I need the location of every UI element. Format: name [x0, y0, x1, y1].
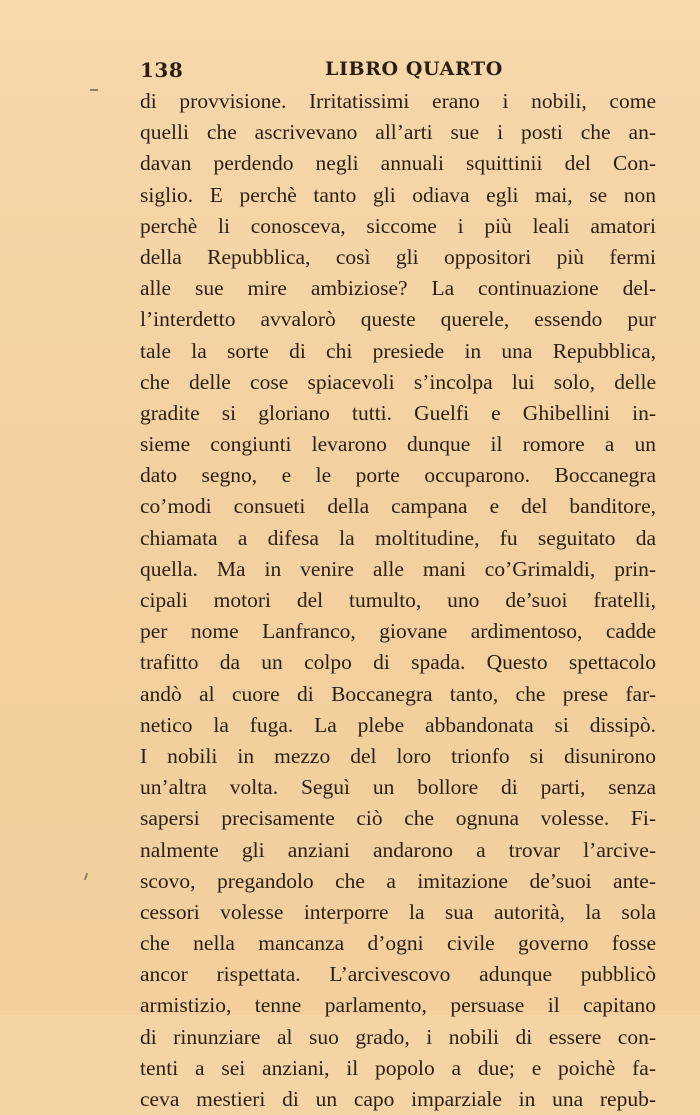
text-line: quella. Ma in venire alle mani co’Grimaldi, prin- [140, 556, 656, 581]
text-line: l’interdetto avvalorò queste querele, essendo pur [140, 307, 656, 332]
text-line: alle sue mire ambiziose? La continuazione del- [140, 276, 656, 301]
margin-mark [84, 873, 88, 880]
text-line: dato segno, e le porte occuparono. Boccanegra [140, 463, 656, 488]
text-line: tenti a sei anziani, il popolo a due; e poichè fa- [140, 1055, 656, 1080]
text-line: siglio. E perchè tanto gli odiava egli mai, se non [140, 182, 656, 207]
text-line: armistizio, tenne parlamento, persuase il capitano [140, 993, 656, 1018]
text-line: I nobili in mezzo del loro trionfo si disunirono [140, 743, 656, 768]
text-line: cessori volesse interporre la sua autorità, la sola [140, 899, 656, 924]
text-line: quelli che ascrivevano all’arti sue i posti che an- [140, 120, 656, 145]
text-line: sieme congiunti levarono dunque il romore a un [140, 432, 656, 457]
text-line: ceva mestieri di un capo imparziale in una repub- [140, 1087, 656, 1111]
text-line: di rinunziare al suo grado, i nobili di essere con- [140, 1024, 656, 1049]
text-line: per nome Lanfranco, giovane ardimentoso, cadde [140, 619, 656, 644]
page-number: 138 [140, 58, 184, 82]
text-line: andò al cuore di Boccanegra tanto, che prese far- [140, 681, 656, 706]
page-header [140, 58, 656, 86]
text-line: chiamata a difesa la moltitudine, fu seguitato da [140, 525, 656, 550]
running-title: LIBRO QUARTO [325, 58, 503, 80]
text-line: di provvisione. Irritatissimi erano i nobili, come [140, 89, 656, 113]
text-line: perchè li conosceva, siccome i più leali amatori [140, 213, 656, 238]
margin-mark [90, 89, 98, 91]
text-line: netico la fuga. La plebe abbandonata si dissipò. [140, 712, 656, 737]
text-line: che delle cose spiacevoli s’incolpa lui solo, delle [140, 369, 656, 394]
text-line: davan perdendo negli annuali squittinii del Con- [140, 151, 656, 176]
text-line: un’altra volta. Seguì un bollore di parti, senza [140, 775, 656, 800]
body-text [140, 86, 656, 1115]
text-line: ancor rispettata. L’arcivescovo adunque pubblicò [140, 962, 656, 987]
text-line: che nella mancanza d’ogni civile governo fosse [140, 931, 656, 956]
text-line: nalmente gli anziani andarono a trovar l’arcive- [140, 837, 656, 862]
text-line: trafitto da un colpo di spada. Questo spettacolo [140, 650, 656, 675]
text-line: della Repubblica, così gli oppositori più fermi [140, 244, 656, 269]
text-line: tale la sorte di chi presiede in una Repubblica, [140, 338, 656, 363]
text-line: co’modi consueti della campana e del banditore, [140, 494, 656, 519]
text-line: scovo, pregandolo che a imitazione de’suoi ante- [140, 868, 656, 893]
text-line: cipali motori del tumulto, uno de’suoi fratelli, [140, 588, 656, 612]
text-line: gradite si gloriano tutti. Guelfi e Ghibellini in- [140, 400, 656, 425]
text-line: sapersi precisamente ciò che ognuna volesse. Fi- [140, 806, 656, 831]
